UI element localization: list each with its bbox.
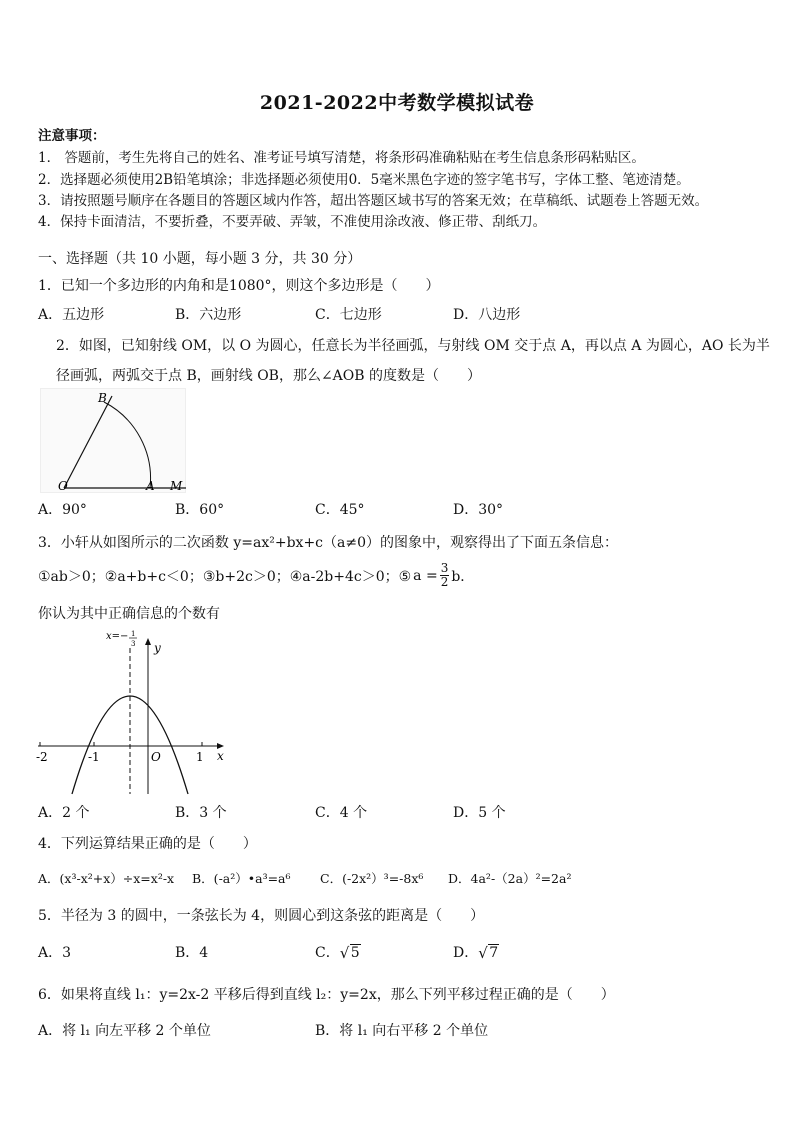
q3-ask: 你认为其中正确信息的个数有 — [38, 606, 220, 622]
q5-option-c-prefix: C． — [315, 945, 340, 961]
q3-fraction — [440, 562, 450, 589]
q1-option-a: A．五边形 — [38, 307, 105, 323]
q2-figure-frame — [41, 389, 186, 493]
q1-option-c: C．七边形 — [315, 307, 382, 323]
q3-option-b: B．3 个 — [175, 805, 227, 821]
q4-option-b: B．(-a²）•a³=a⁶ — [192, 871, 291, 886]
sqrt-7 — [478, 945, 499, 961]
q2-option-b: B．60° — [175, 502, 225, 518]
q3-facts-main: ①ab＞0；②a+b+c＜0；③b+2c＞0；④a-2b+4c＞0；⑤ — [38, 568, 412, 585]
q3-facts-b: b． — [451, 568, 475, 585]
q3-fraction-num: 3 — [440, 561, 449, 575]
notice-item-2: 2．选择题必须使用2B铅笔填涂；非选择题必须使用0．5毫米黑色字迹的签字笔书写，字体工整、笔迹清楚。 — [38, 172, 690, 188]
q6-option-a: A．将 l₁ 向左平移 2 个单位 — [38, 1023, 211, 1039]
q3-option-a: A．2 个 — [38, 805, 90, 821]
q3-stem: 3．小轩从如图所示的二次函数 y=ax²+bx+c（a≠0）的图象中，观察得出了下面五条信息： — [38, 535, 618, 551]
x-axis-label: x — [217, 749, 224, 763]
label-m: M — [170, 479, 183, 493]
symmetry-label-num: 1 — [131, 630, 136, 638]
q5-option-d — [453, 942, 499, 962]
q2-stem-line1: 2．如图，已知射线 OM，以 O 为圆心，任意长为半径画弧，与射线 OM 交于点 A，再以点 A 为圆心，AO 长为半 — [56, 338, 770, 354]
q3-facts-a: a = — [413, 567, 438, 584]
q6-option-b: B．将 l₁ 向右平移 2 个单位 — [315, 1023, 489, 1039]
y-axis-label: y — [154, 641, 161, 655]
q5-stem: 5．半径为 3 的圆中，一条弦长为 4，则圆心到这条弦的距离是（ ） — [38, 908, 485, 924]
label-a: A — [146, 479, 155, 493]
tick-label-neg1: -1 — [88, 750, 100, 764]
symmetry-label: x=− — [106, 631, 129, 642]
q3-option-d: D．5 个 — [453, 805, 506, 821]
q5-option-d-prefix: D． — [453, 945, 479, 961]
q3-option-c: C．4 个 — [315, 805, 368, 821]
q2-figure — [40, 388, 190, 496]
q5-option-a: A．3 — [38, 945, 72, 961]
q2-stem-line2: 径画弧，两弧交于点 B，画射线 OB，那么∠AOB 的度数是（ ） — [56, 368, 482, 384]
q5-option-c — [315, 942, 361, 962]
sqrt-5-radicand: 5 — [350, 945, 360, 961]
q2-option-a: A．90° — [38, 502, 87, 518]
notice-item-3: 3．请按照题号顺序在各题目的答题区域内作答，超出答题区域书写的答案无效；在草稿纸、试题卷上答题无效。 — [38, 193, 709, 209]
origin-label: O — [151, 750, 161, 764]
label-b: B — [98, 391, 107, 405]
sqrt-5 — [340, 945, 361, 961]
q2-option-d: D．30° — [453, 502, 504, 518]
q3-facts — [38, 562, 474, 589]
label-o: O — [58, 479, 68, 493]
q1-option-d: D．八边形 — [453, 307, 521, 323]
q5-option-b: B．4 — [175, 945, 209, 961]
q4-option-d: D．4a²-（2a）²=2a² — [448, 871, 572, 886]
q3-fraction-den: 2 — [440, 575, 449, 589]
q2-option-c: C．45° — [315, 502, 365, 518]
symmetry-label-den: 3 — [131, 640, 136, 648]
notice-item-4: 4．保持卡面清洁，不要折叠，不要弄破、弄皱，不准使用涂改液、修正带、刮纸刀。 — [38, 214, 547, 230]
y-axis-arrow — [145, 638, 151, 645]
notice-item-1: 1． 答题前，考生先将自己的姓名、准考证号填写清楚，将条形码准确粘贴在考生信息条形码粘贴区。 — [38, 150, 645, 166]
q4-option-c: C．(-2x²）³=-8x⁶ — [320, 871, 424, 886]
notice-heading: 注意事项： — [38, 128, 106, 144]
q3-parabola-graph — [34, 628, 234, 798]
q4-stem: 4．下列运算结果正确的是（ ） — [38, 836, 257, 852]
q6-stem: 6．如果将直线 l₁：y=2x-2 平移后得到直线 l₂：y=2x，那么下列平移过程正确的是（ ） — [38, 987, 615, 1003]
q1-option-b: B．六边形 — [175, 307, 242, 323]
q4-option-a: A．(x³-x²+x）÷x=x²-x — [38, 871, 175, 886]
tick-label-neg2: -2 — [36, 750, 48, 764]
q1-stem: 1．已知一个多边形的内角和是1080°，则这个多边形是（ ） — [38, 278, 440, 294]
tick-label-1: 1 — [196, 750, 204, 764]
page-title: 2021-2022中考数学模拟试卷 — [259, 92, 535, 114]
sqrt-7-radicand: 7 — [489, 945, 499, 961]
section-heading: 一、选择题（共 10 小题，每小题 3 分，共 30 分） — [38, 251, 362, 267]
